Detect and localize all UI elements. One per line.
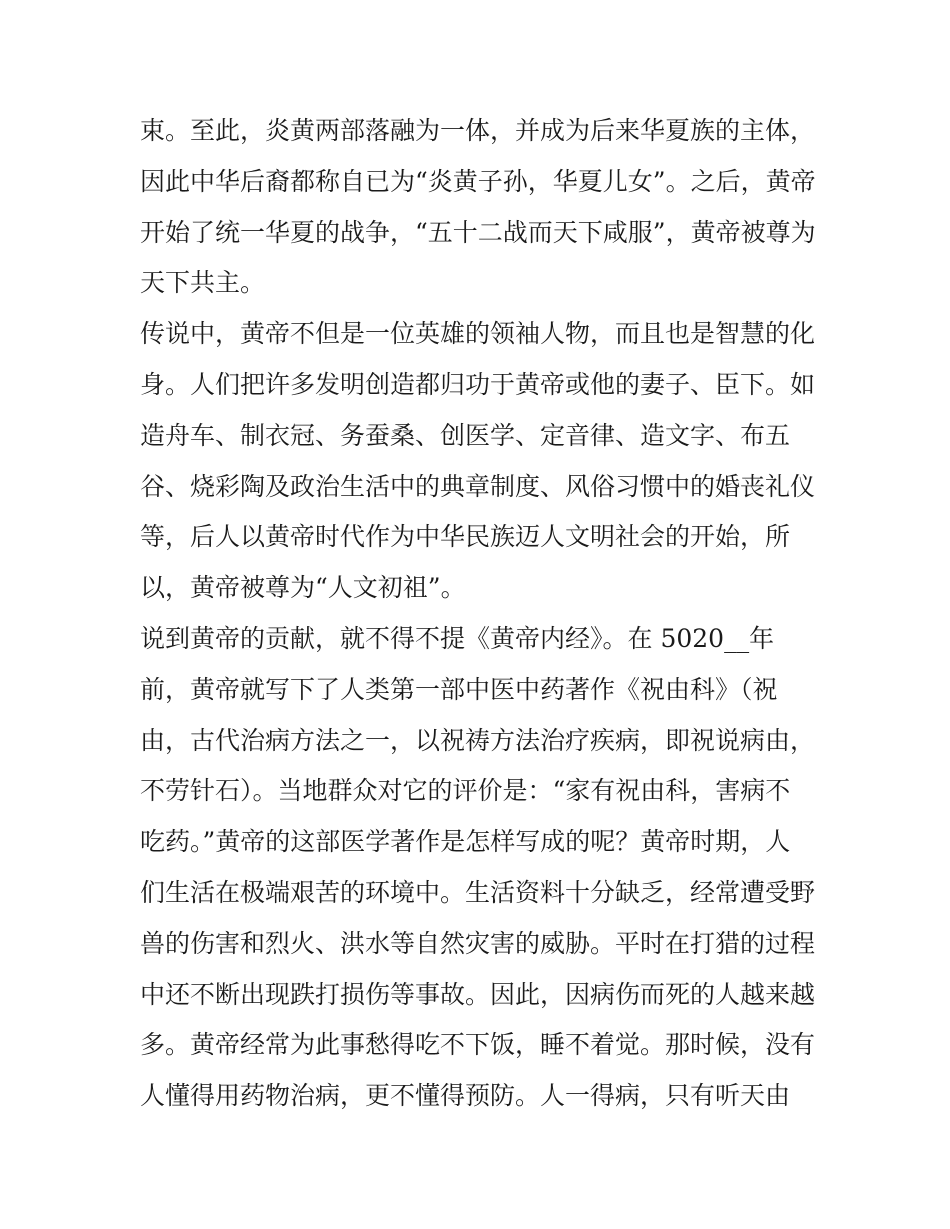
text-line: 前，黄帝就写下了人类第一部中医中药著作《祝由科》（祝 bbox=[140, 674, 778, 704]
text-line: 人懂得用药物治病，更不懂得预防。人一得病，只有听天由 bbox=[140, 1081, 791, 1111]
text-line: 等，后人以黄帝时代作为中华民族迈人文明社会的开始，所 bbox=[140, 522, 791, 552]
text-line: 传说中，黄帝不但是一位英雄的领袖人物，而且也是智慧的化 bbox=[140, 319, 816, 349]
text-line: 谷、烧彩陶及政治生活中的典章制度、风俗习惯中的婚丧礼仪 bbox=[140, 471, 816, 501]
text-line: 由，古代治病方法之一，以祝祷方法治疗疾病，即祝说病由， bbox=[140, 725, 816, 755]
text-line: 多。黄帝经常为此事愁得吃不下饭，睡不着觉。那时候，没有 bbox=[140, 1030, 816, 1060]
text-line: 不劳针石）。当地群众对它的评价是：“家有祝由科，害病不 bbox=[140, 776, 791, 806]
document-body bbox=[140, 106, 820, 1122]
paragraph-2 bbox=[140, 309, 820, 614]
text-line: 们生活在极端艰苦的环境中。生活资料十分缺乏，经常遭受野 bbox=[140, 877, 816, 907]
text-line: 中还不断出现跌打损伤等事故。因此，因病伤而死的人越来越 bbox=[140, 979, 816, 1009]
text-line: 说到黄帝的贡献，就不得不提《黄帝内经》。在 5020__年 bbox=[140, 623, 775, 653]
text-line: 以，黄帝被尊为“人文初祖”。 bbox=[140, 573, 466, 603]
text-line: 开始了统一华夏的战争，“五十二战而天下咸服”，黄帝被尊为 bbox=[140, 217, 816, 247]
text-line: 吃药。”黄帝的这部医学著作是怎样写成的呢？黄帝时期，人 bbox=[140, 827, 791, 857]
text-line: 兽的伤害和烈火、洪水等自然灾害的威胁。平时在打猎的过程 bbox=[140, 928, 816, 958]
paragraph-1 bbox=[140, 106, 820, 309]
text-line: 因此中华后裔都称自已为“炎黄子孙，华夏儿女”。之后，黄帝 bbox=[140, 166, 816, 196]
text-line: 造舟车、制衣冠、务蚕桑、创医学、定音律、造文字、布五 bbox=[140, 420, 791, 450]
text-line: 身。人们把许多发明创造都归功于黄帝或他的妻子、臣下。如 bbox=[140, 369, 816, 399]
paragraph-3 bbox=[140, 614, 820, 1122]
text-line: 天下共主。 bbox=[140, 268, 266, 298]
text-line: 束。至此，炎黄两部落融为一体，并成为后来华夏族的主体， bbox=[140, 116, 816, 145]
